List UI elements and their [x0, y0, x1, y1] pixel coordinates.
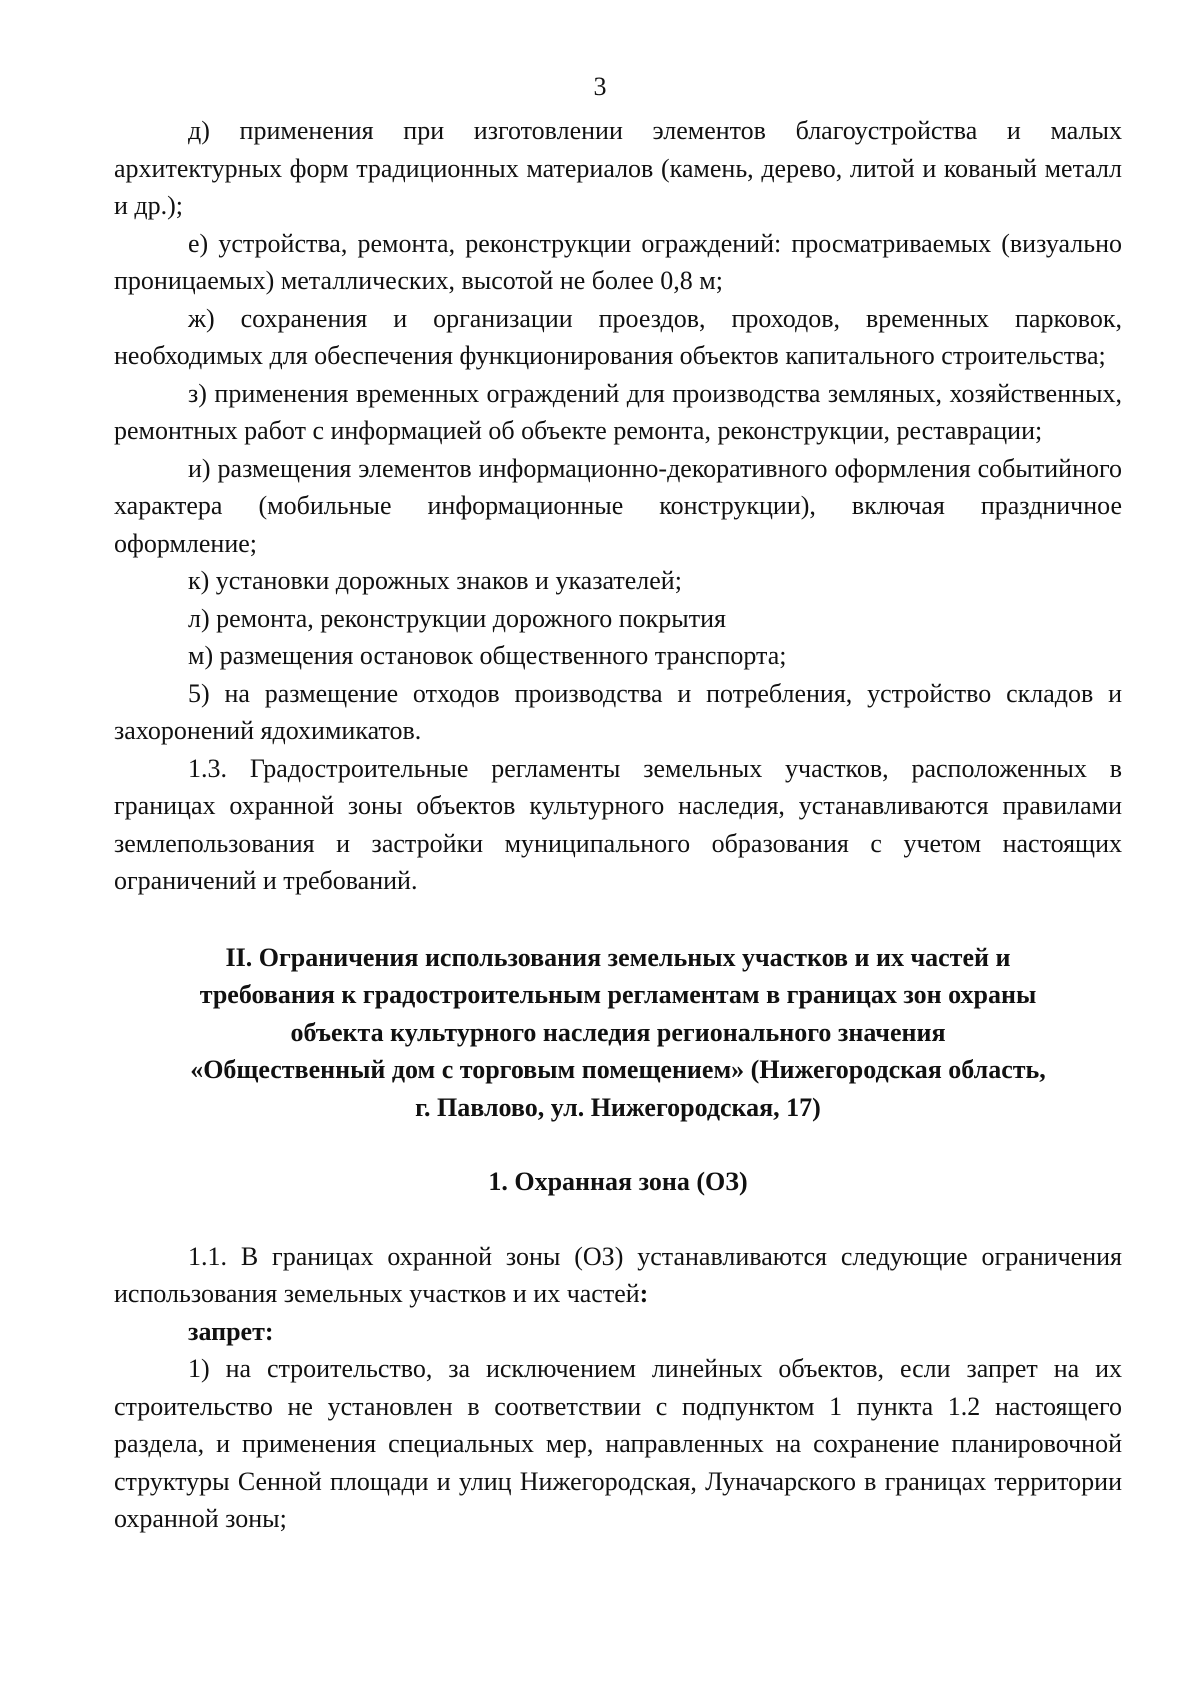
section-heading-line: г. Павлово, ул. Нижегородская, 17) — [415, 1092, 821, 1122]
paragraph-i: и) размещения элементов информационно-декоративного оформления событийного характера (мобильные информационные конструкции), включая праздничное оформление; — [114, 453, 1122, 558]
paragraph-1-1-colon: : — [639, 1279, 649, 1308]
paragraph-5: 5) на размещение отходов производства и потребления, устройство складов и захоронений ядохимикатов. — [114, 678, 1122, 745]
paragraph-d: д) применения при изготовлении элементов благоустройства и малых архитектурных форм традиционных материалов (камень, дерево, литой и кованый металл и др.); — [114, 116, 1122, 220]
paragraph-l: л) ремонта, реконструкции дорожного покрытия — [188, 603, 727, 633]
paragraph-item-1: 1) на строительство, за исключением линейных объектов, если запрет на их строительство не установлен в соответствии с подпунктом 1 пункта 1.2 настоящего раздела, и применения специальных мер, направленных на сохранение планировочной структуры Сенной площади и улиц Нижегородская, Луначарского в границах территории охранной зоны; — [114, 1354, 1122, 1533]
paragraph-zh: ж) сохранения и организации проездов, проходов, временных парковок, необходимых для обеспечения функционирования объектов капитального строительства; — [114, 303, 1122, 370]
section-heading-line: требования к градостроительным регламентам в границах зон охраны — [199, 980, 1037, 1009]
section-heading — [114, 939, 1122, 1127]
document-body — [114, 112, 1122, 1538]
paragraph-e: е) устройства, ремонта, реконструкции ограждений: просматриваемых (визуально проницаемых) металлических, высотой не более 0,8 м; — [114, 228, 1122, 295]
section-heading-line: объекта культурного наследия регионального значения — [290, 1017, 946, 1047]
paragraph-1-3: 1.3. Градостроительные регламенты земельных участков, расположенных в границах охранной зоны объектов культурного наследия, устанавливаются правилами землепользования и застройки муниципального образования с учетом настоящих ограничений и требований. — [114, 753, 1122, 895]
spacer — [114, 1126, 1122, 1163]
section-heading-line: II. Ограничения использования земельных участков и их частей и — [225, 942, 1011, 972]
section-heading-line: «Общественный дом с торговым помещением» (Нижегородская область, — [190, 1055, 1046, 1084]
spacer — [114, 1201, 1122, 1238]
paragraph-m: м) размещения остановок общественного транспорта; — [188, 641, 787, 670]
paragraph-z: з) применения временных ограждений для производства земляных, хозяйственных, ремонтных работ с информацией об объекте ремонта, реконструкции, реставрации; — [114, 378, 1122, 445]
prohibition-label: запрет: — [188, 1316, 274, 1346]
page-number: 3 — [593, 72, 607, 101]
subsection-heading: 1. Охранная зона (ОЗ) — [488, 1167, 748, 1196]
spacer — [114, 900, 1122, 939]
paragraph-k: к) установки дорожных знаков и указателей; — [188, 566, 682, 595]
paragraph-1-1 — [114, 1238, 1122, 1313]
paragraph-1-1-text: 1.1. В границах охранной зоны (ОЗ) устанавливаются следующие ограничения использования земельных участков и их частей — [114, 1241, 1122, 1308]
